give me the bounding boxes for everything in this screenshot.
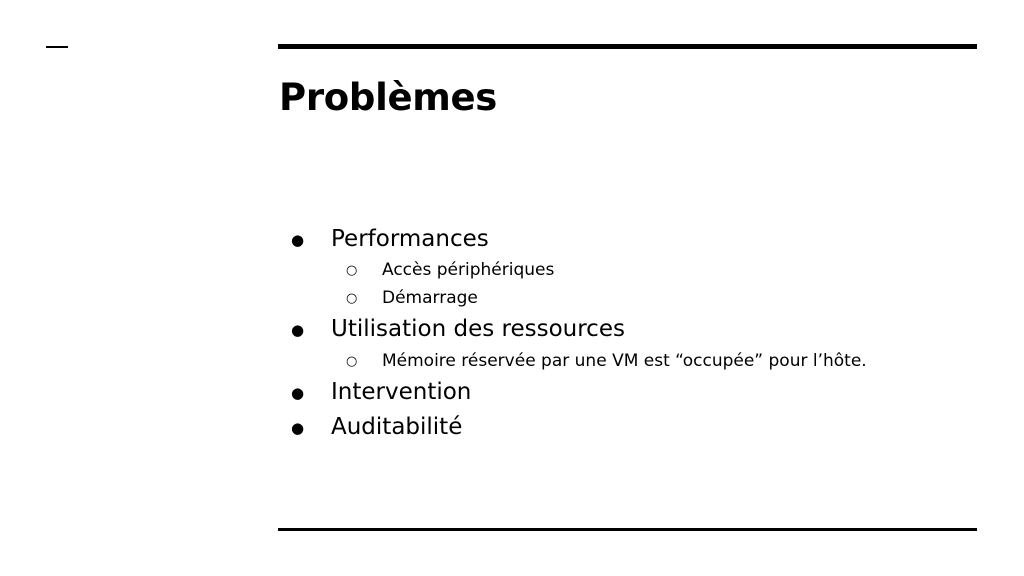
- hollow-bullet-icon: ○: [346, 354, 358, 369]
- filled-bullet-icon: ●: [291, 384, 305, 402]
- filled-bullet-icon: ●: [291, 321, 305, 339]
- top-rule: [278, 44, 977, 49]
- list-item-label: Auditabilité: [331, 414, 463, 440]
- list-item-label: Accès périphériques: [382, 260, 555, 280]
- filled-bullet-icon: ●: [291, 231, 305, 249]
- list-item-label: Mémoire réservée par une VM est “occupée” pour l’hôte.: [382, 351, 867, 371]
- corner-dash-decoration: [46, 46, 68, 48]
- list-item-label: Intervention: [331, 379, 472, 405]
- slide-title: Problèmes: [279, 76, 498, 119]
- list-item-label: Performances: [331, 226, 489, 252]
- list-item-label: Utilisation des ressources: [331, 316, 625, 342]
- bottom-rule: [278, 528, 977, 531]
- filled-bullet-icon: ●: [291, 419, 305, 437]
- hollow-bullet-icon: ○: [346, 263, 358, 278]
- list-item-label: Démarrage: [382, 288, 478, 308]
- hollow-bullet-icon: ○: [346, 291, 358, 306]
